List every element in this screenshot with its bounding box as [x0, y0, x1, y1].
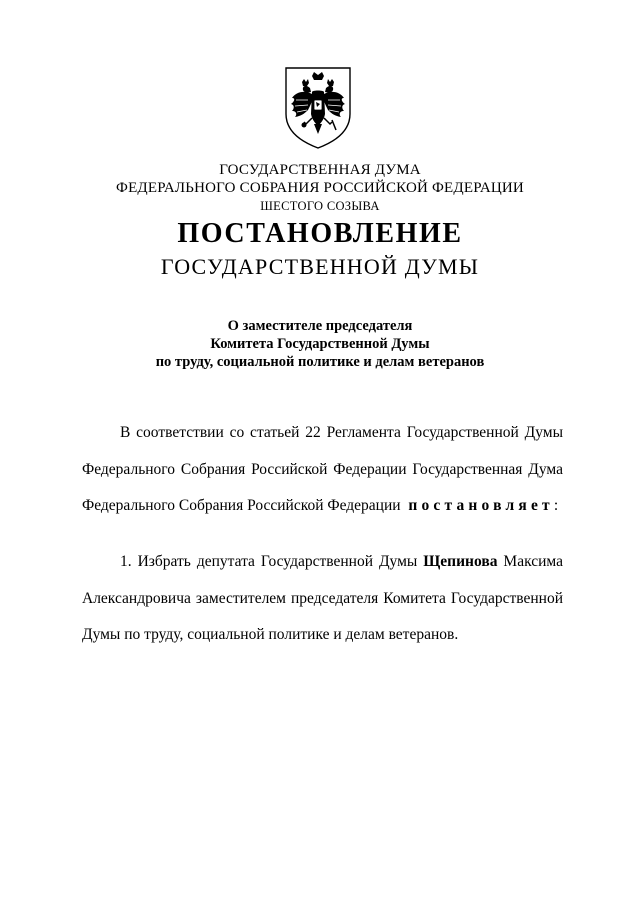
preamble-line1: В соответствии со статьей 22 Регламента Государственной Думы [120, 424, 563, 441]
crown-left [302, 79, 309, 86]
subject-line2: Комитета Государственной Думы [210, 336, 430, 352]
document-type-sub: ГОСУДАРСТВЕННОЙ ДУМЫ [160, 254, 480, 279]
org-name-line1: ГОСУДАРСТВЕННАЯ ДУМА [219, 162, 421, 178]
preamble-line2: Федерального Собрания Российской Федерации Государственная Дума [82, 461, 563, 478]
coat-of-arms-icon [282, 64, 354, 150]
eagle-wing-right [323, 92, 345, 117]
item1-line1-start: 1. Избрать депутата Государственной Думы [120, 553, 418, 570]
crown-right [327, 79, 334, 86]
eagle-tail [314, 124, 322, 134]
item1-line1-end: Максима [503, 553, 563, 570]
preamble-line3-start: Федерального Собрания Российской Федерации [82, 497, 401, 514]
document-type: ПОСТАНОВЛЕНИЕ [177, 218, 463, 249]
deputy-surname: Щепинова [423, 553, 498, 570]
preamble-line3 [82, 497, 563, 515]
resolves-keyword: постановляет [408, 497, 554, 514]
orb [302, 123, 307, 128]
item1-line1 [82, 553, 563, 571]
subject-line3: по труду, социальной политике и делам ветеранов [155, 354, 485, 370]
coat-of-arms-emblem [282, 64, 354, 150]
eagle-leg-right [324, 118, 332, 124]
preamble-line3-end: : [553, 497, 559, 514]
org-name-line2: ФЕДЕРАЛЬНОГО СОБРАНИЯ РОССИЙСКОЙ ФЕДЕРАЦИИ [116, 180, 524, 196]
eagle-head-left [303, 86, 311, 93]
subject-line1: О заместителе председателя [227, 318, 413, 334]
convocation: ШЕСТОГО СОЗЫВА [260, 199, 380, 213]
item1-line3: Думы по труду, социальной политике и делам ветеранов. [82, 626, 459, 643]
item1-line2: Александровича заместителем председателя Комитета Государственной [82, 590, 563, 607]
eagle-head-right [325, 86, 333, 93]
crown-top [312, 72, 324, 80]
sceptre [332, 120, 336, 130]
eagle-wing-left [291, 92, 313, 117]
